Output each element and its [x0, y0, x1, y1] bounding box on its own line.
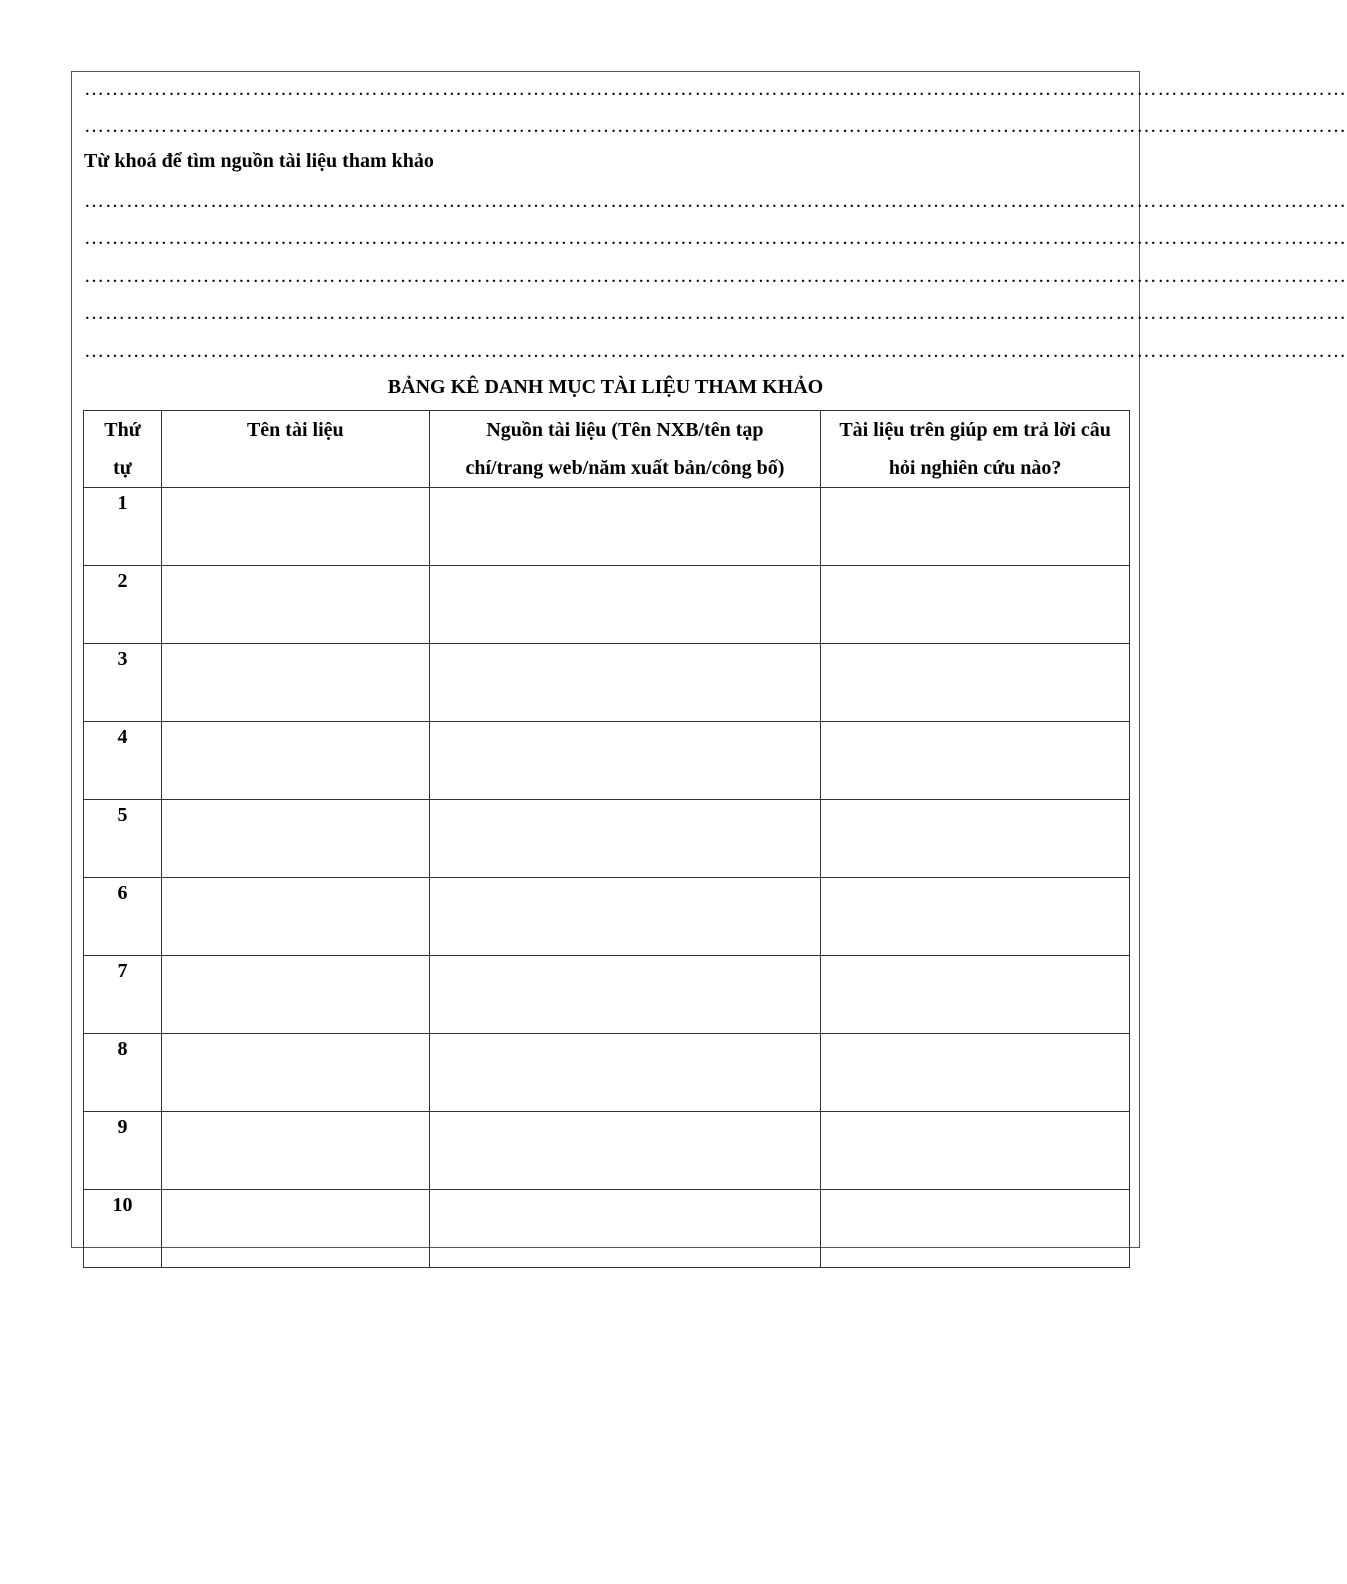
row-number: 6	[84, 878, 162, 956]
table-row	[84, 722, 1130, 800]
column-header-source: Nguồn tài liệu (Tên NXB/tên tạp chí/trang web/năm xuất bản/công bố)	[429, 411, 821, 488]
cell-question[interactable]	[821, 1112, 1130, 1190]
cell-source[interactable]	[429, 800, 821, 878]
cell-title[interactable]	[161, 1190, 429, 1268]
table-row	[84, 878, 1130, 956]
cell-question[interactable]	[821, 800, 1130, 878]
cell-question[interactable]	[821, 722, 1130, 800]
cell-title[interactable]	[161, 566, 429, 644]
table-header-row	[84, 411, 1130, 488]
table-title: BẢNG KÊ DANH MỤC TÀI LIỆU THAM KHẢO	[387, 376, 824, 398]
cell-title[interactable]	[161, 644, 429, 722]
cell-title[interactable]	[161, 878, 429, 956]
dotted-line: ………………………………………………………………………………………………………………………………………………………………	[84, 115, 1347, 137]
dotted-line: ………………………………………………………………………………………………………………………………………………………………	[84, 302, 1347, 324]
cell-title[interactable]	[161, 722, 429, 800]
cell-source[interactable]	[429, 1190, 821, 1268]
row-number: 10	[84, 1190, 162, 1268]
worksheet-frame	[71, 71, 1347, 1248]
table-row	[84, 800, 1130, 878]
row-number: 2	[84, 566, 162, 644]
cell-question[interactable]	[821, 1034, 1130, 1112]
row-number: 8	[84, 1034, 162, 1112]
row-number: 7	[84, 956, 162, 1034]
row-number: 9	[84, 1112, 162, 1190]
cell-question[interactable]	[821, 566, 1130, 644]
cell-source[interactable]	[429, 1112, 821, 1190]
dotted-line: ………………………………………………………………………………………………………………………………………………………………	[84, 340, 1347, 362]
cell-title[interactable]	[161, 800, 429, 878]
dotted-line: ………………………………………………………………………………………………………………………………………………………………	[84, 265, 1347, 287]
table-row	[84, 1112, 1130, 1190]
dotted-line: ………………………………………………………………………………………………………………………………………………………………	[84, 78, 1347, 100]
table-row	[84, 1190, 1130, 1268]
table-row	[84, 488, 1130, 566]
column-header-question: Tài liệu trên giúp em trả lời câu hỏi nghiên cứu nào?	[821, 411, 1130, 488]
table-row	[84, 1034, 1130, 1112]
cell-source[interactable]	[429, 1034, 821, 1112]
table-row	[84, 956, 1130, 1034]
dotted-line: ………………………………………………………………………………………………………………………………………………………………	[84, 190, 1347, 212]
cell-title[interactable]	[161, 1112, 429, 1190]
table-row	[84, 566, 1130, 644]
row-number: 3	[84, 644, 162, 722]
row-number: 1	[84, 488, 162, 566]
cell-source[interactable]	[429, 956, 821, 1034]
cell-source[interactable]	[429, 566, 821, 644]
cell-title[interactable]	[161, 956, 429, 1034]
cell-title[interactable]	[161, 1034, 429, 1112]
keyword-heading: Từ khoá để tìm nguồn tài liệu tham khảo	[84, 150, 434, 172]
column-header-order: Thứ tự	[84, 411, 162, 488]
cell-question[interactable]	[821, 488, 1130, 566]
cell-source[interactable]	[429, 488, 821, 566]
dotted-line: ………………………………………………………………………………………………………………………………………………………………	[84, 227, 1347, 249]
cell-question[interactable]	[821, 1190, 1130, 1268]
cell-question[interactable]	[821, 644, 1130, 722]
cell-source[interactable]	[429, 722, 821, 800]
cell-source[interactable]	[429, 644, 821, 722]
row-number: 5	[84, 800, 162, 878]
reference-table	[83, 410, 1130, 1268]
cell-source[interactable]	[429, 878, 821, 956]
cell-title[interactable]	[161, 488, 429, 566]
cell-question[interactable]	[821, 878, 1130, 956]
row-number: 4	[84, 722, 162, 800]
table-row	[84, 644, 1130, 722]
column-header-title: Tên tài liệu	[161, 411, 429, 488]
cell-question[interactable]	[821, 956, 1130, 1034]
